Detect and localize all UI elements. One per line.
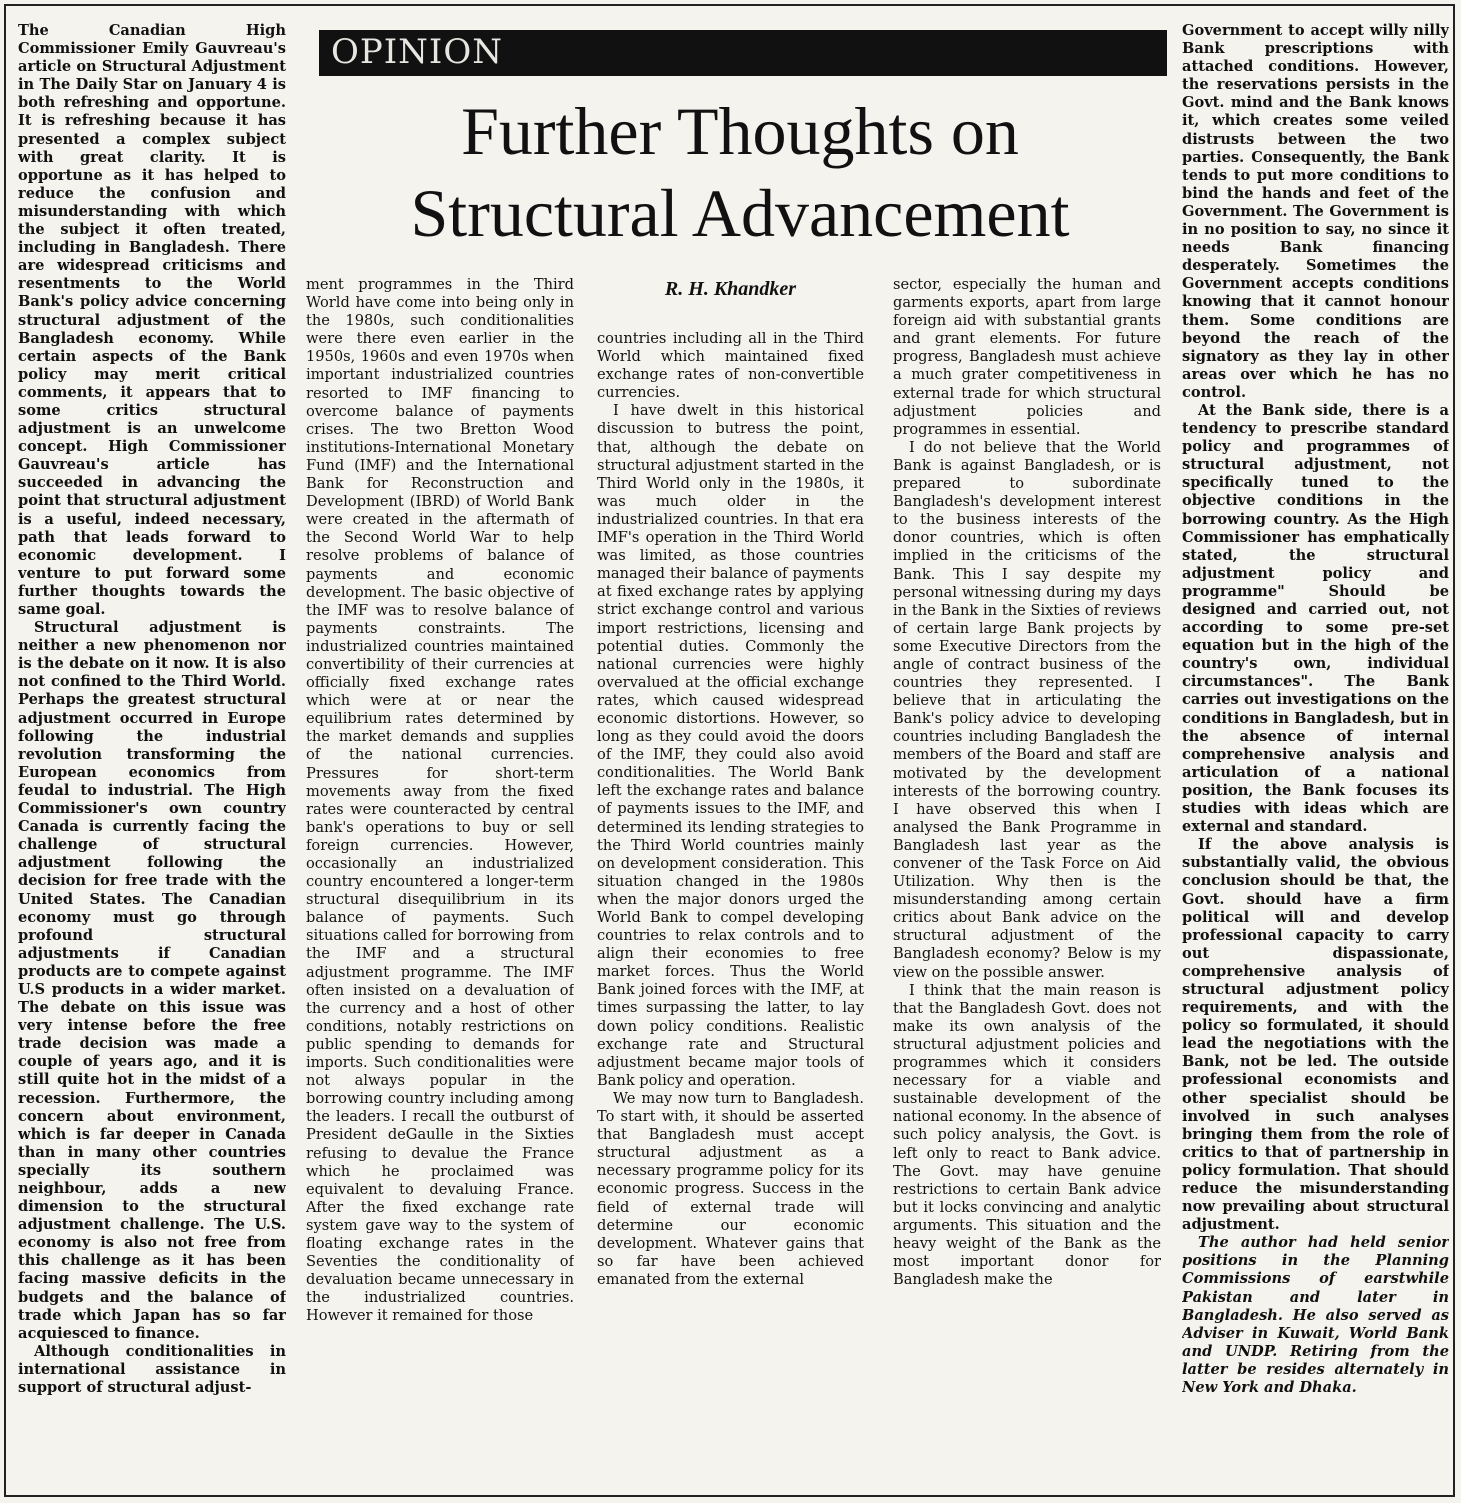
headline — [300, 90, 1180, 254]
paragraph: We may now turn to Bangladesh. To start with, it should be asserted that Bangladesh must accept structural adjustment as a necessary programme policy for its economic progress. Success in the field of external trade will determine our economic development. Whatever gains that so far have been achieved emanated from the external — [597, 1089, 864, 1288]
paragraph: Although conditionalities in international assistance in support of structural adjust- — [18, 1342, 286, 1397]
headline-line-1: Further Thoughts on — [461, 93, 1019, 169]
section-label: OPINION — [331, 32, 503, 72]
column-2 — [306, 276, 574, 1492]
paragraph: countries including all in the Third World which maintained fixed exchange rates of non-convertible currencies. — [597, 330, 864, 402]
paragraph: The Canadian High Commissioner Emily Gauvreau's article on Structural Adjustment in The Daily Star on January 4 is both refreshing and opportune. It is refreshing because it has presented a complex subject with great clarity. It is opportune as it has helped to reduce the confusion and misunderstanding with which the subject it often treated, including in Bangladesh. There are widespread criticisms and resentments to the World Bank's policy advice concerning structural adjustment of the Bangladesh economy. While certain aspects of the Bank policy may merit critical comments, it appears that to some critics structural adjustment is an unwelcome concept. High Commissioner Gauvreau's article has succeeded in advancing the point that structural adjustment is a useful, indeed necessary, path that leads forward to economic development. I venture to put forward some further thoughts towards the same goal. — [18, 22, 286, 618]
paragraph: I do not believe that the World Bank is against Bangladesh, or is prepared to subordinate Bangladesh's development interest to the business interests of the donor countries, which is often implied in the criticisms of the Bank. This I say despite my personal witnessing during my days in the Bank in the Sixties of reviews of certain large Bank projects by some Executive Directors from the angle of contract business of the countries they represented. I believe that in articulating the Bank's policy advice to developing countries including Bangladesh the members of the Board and staff are motivated by the development interests of the borrowing country. I have observed this when I analysed the Bank Programme in Bangladesh last year as the convener of the Task Force on Aid Utilization. Why then is the misunderstanding among certain critics about Bank advice on the structural adjustment of the Bangladesh economy? Below is my view on the possible answer. — [893, 438, 1161, 981]
paragraph: I have dwelt in this historical discussion to butress the point, that, although the debate on structural adjustment started in the Third World only in the 1980s, it was much older in the industrialized countries. In that era IMF's operation in the Third World was limited, as those countries managed their balance of payments at fixed exchange rates by applying strict exchange control and various import restrictions, licensing and potential duties. Commonly the national currencies were highly overvalued at the official exchange rates, which caused widespread economic distortions. However, so long as they could avoid the doors of the IMF, they could also avoid conditionalities. The World Bank left the exchange rates and balance of payments issues to the IMF, and determined its lending strategies to the Third World countries mainly on development consideration. This situation changed in the 1980s when the major donors urged the World Bank to compel developing countries to relax controls and to align their economies to free market forces. Thus the World Bank joined forces with the IMF, at times surpassing the latter, to lay down policy conditions. Realistic exchange rate and Structural adjustment became major tools of Bank policy and operation. — [597, 402, 864, 1089]
paragraph: Structural adjustment is neither a new phenomenon nor is the debate on it now. It is also not confined to the Third World. Perhaps the greatest structural adjustment occurred in Europe following the industrial revolution transforming the European economics from feudal to industrial. The High Commissioner's own country Canada is currently facing the challenge of structural adjustment following the decision for free trade with the United States. The Canadian economy must go through profound structural adjustments if Canadian products are to compete against U.S products in a wider market. The debate on this issue was very intense before the free trade decision was made a couple of years ago, and it is still quite hot in the midst of a recession. Furthermore, the concern about environment, which is far deeper in Canada than in many other countries specially its southern neighbour, adds a new dimension to the structural adjustment challenge. The U.S. economy is also not free from this challenge as it has been facing massive deficits in the budgets and the balance of trade which Japan has so far acquiesced to finance. — [18, 619, 286, 1342]
paragraph: sector, especially the human and garments exports, apart from large foreign aid with substantial grants and grant elements. For future progress, Bangladesh must achieve a much grater competitiveness in external trade for which structural adjustment policies and programmes in essential. — [893, 276, 1161, 438]
paragraph: ment programmes in the Third World have come into being only in the 1980s, such conditionalities were there even earlier in the 1950s, 1960s and even 1970s when important industrialized countries resorted to IMF financing to overcome balance of payments crises. The two Bretton Wood institutions-International Monetary Fund (IMF) and the International Bank for Reconstruction and Development (IBRD) of World Bank were created in the aftermath of the Second World War to help resolve problems of balance of payments and economic development. The basic objective of the IMF was to resolve balance of payments constraints. The industrialized countries maintained convertibility of their currencies at officially fixed exchange rates which were at or near the equilibrium rates determined by the market demands and supplies of the national currencies. Pressures for short-term movements away from the fixed rates were counteracted by central bank's operations to buy or sell foreign currencies. However, occasionally an industrialized country encountered a longer-term structural disequilibrium in its balance of payments. Such situations called for borrowing from the IMF and a structural adjustment programme. The IMF often insisted on a devaluation of the currency and a host of other conditions, notably restrictions on public spending to demands for imports. Such conditionalities were not always popular in the borrowing country including among the leaders. I recall the outburst of President deGaulle in the Sixties refusing to devalue the France which he proclaimed was equivalent to devaluing France. After the fixed exchange rate system gave way to the system of floating exchange rates in the Seventies the conditionality of devaluation became unnecessary in the industrialized countries. However it remained for those — [306, 276, 574, 1325]
paragraph: I think that the main reason is that the Bangladesh Govt. does not make its own analysis of the structural adjustment policies and programmes which it considers necessary for a viable and sustainable development of the national economy. In the absence of such policy analysis, the Govt. is left only to react to Bank advice. The Govt. may have genuine restrictions to certain Bank advice but it locks convincing and analytic arguments. This situation and the heavy weight of the Bank as the most important donor for Bangladesh make the — [893, 981, 1161, 1289]
paragraph: At the Bank side, there is a tendency to prescribe standard policy and programmes of structural adjustment, not specifically tuned to the objective conditions in the borrowing country. As the High Commissioner has emphatically stated, the structural adjustment policy and programme" Should be designed and carried out, not according to some pre-set equation but in the high of the country's own, individual circumstances". The Bank carries out investigations on the conditions in Bangladesh, but in the absence of internal comprehensive analysis and articulation of a national position, the Bank focuses its studies with ideas which are external and standard. — [1182, 401, 1449, 836]
column-4 — [893, 276, 1161, 1492]
column-1 — [18, 22, 286, 1492]
column-3 — [597, 330, 864, 1492]
column-5 — [1182, 22, 1449, 1492]
paragraph: If the above analysis is substantially valid, the obvious conclusion should be that, the Govt. should have a firm political will and develop professional capacity to carry out dispassionate, comprehensive analysis of structural adjustment policy requirements, and with the policy so formulated, it should lead the negotiations with the Bank, not be led. The outside professional economists and other specialist should be involved in such analyses bringing them from the role of critics to that of partnership in policy formulation. That should reduce the misunderstanding now prevailing about structural adjustment. — [1182, 836, 1449, 1234]
author-note: The author had held senior positions in the Planning Commissions of earstwhile Pakistan and later in Bangladesh. He also served as Adviser in Kuwait, World Bank and UNDP. Retiring from the latter be resides alternately in New York and Dhaka. — [1182, 1234, 1449, 1397]
opinion-banner — [319, 30, 1167, 76]
headline-line-2: Structural Advancement — [410, 175, 1070, 251]
byline: R. H. Khandker — [664, 278, 797, 300]
paragraph: Government to accept willy nilly Bank prescriptions with attached conditions. However, the reservations persists in the Govt. mind and the Bank knows it, which creates some veiled distrusts between the two parties. Consequently, the Bank tends to put more conditions to bind the hands and feet of the Government. The Government is in no position to say, no since it needs Bank financing desperately. Sometimes the Government accepts conditions knowing that it cannot honour them. Some conditions are beyond the reach of the signatory as they lay in other areas over which he has no control. — [1182, 22, 1449, 401]
